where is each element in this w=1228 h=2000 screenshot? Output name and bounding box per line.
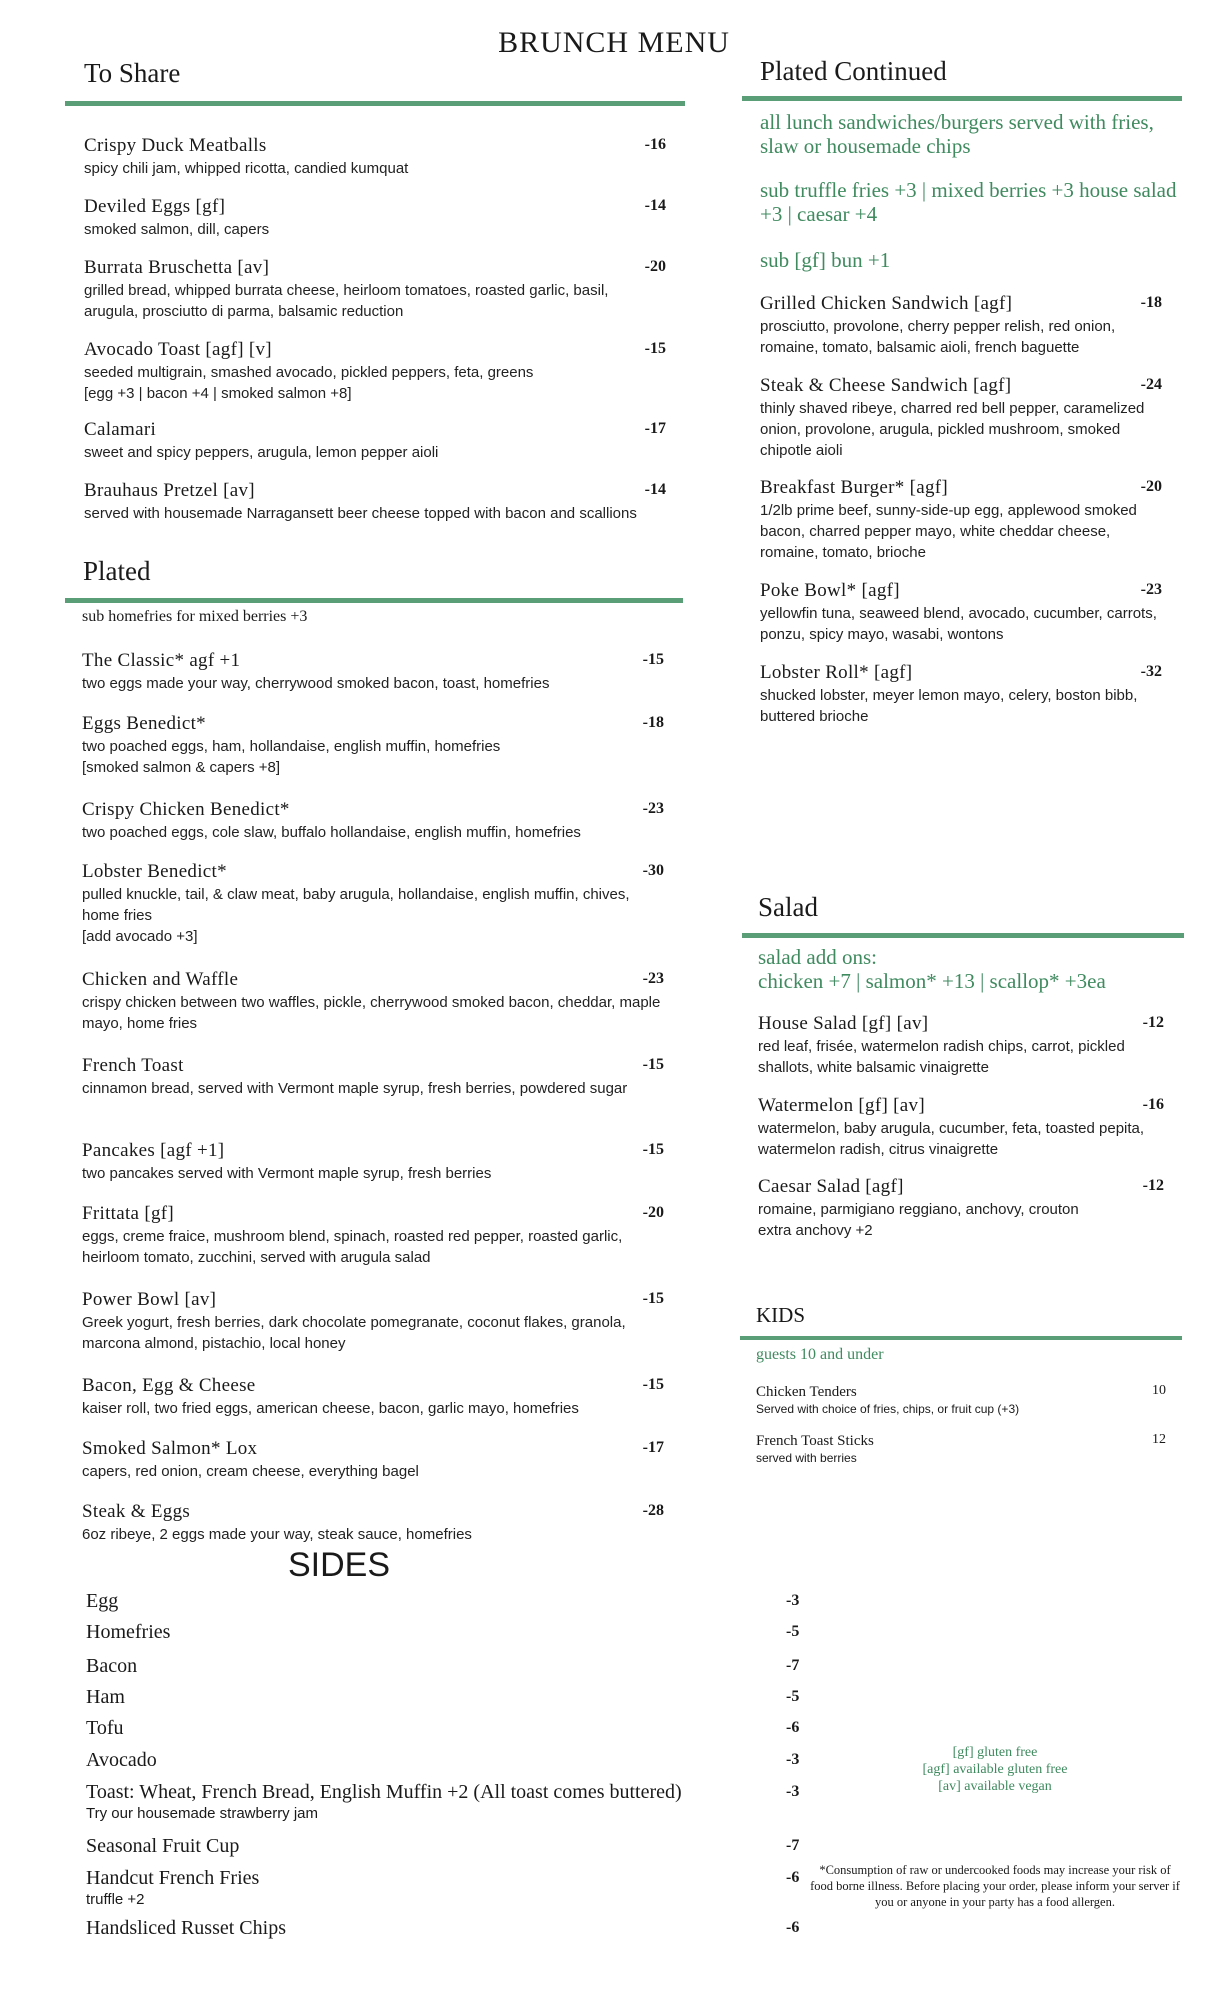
item-price: -17 <box>642 1439 664 1456</box>
item-name: House Salad [gf] [av] <box>758 1013 929 1034</box>
item-description: shucked lobster, meyer lemon mayo, celery, boston bibb, buttered brioche <box>760 687 1138 725</box>
menu-item <box>82 712 664 778</box>
item-name: Steak & Cheese Sandwich [agf] <box>760 375 1012 396</box>
item-name: Watermelon [gf] [av] <box>758 1095 925 1116</box>
gf-bun-note: sub [gf] bun +1 <box>760 248 891 272</box>
item-price: -6 <box>786 1719 800 1736</box>
sandwich-substitutions-note: sub truffle fries +3 | mixed berries +3 house salad +3 | caesar +4 <box>760 178 1177 226</box>
item-price: -24 <box>1140 376 1162 393</box>
menu-item <box>760 374 1162 461</box>
item-addons: extra anchovy +2 <box>758 1222 873 1239</box>
menu-item <box>82 860 664 947</box>
item-description: pulled knuckle, tail, & claw meat, baby arugula, hollandaise, english muffin, chives, home fries <box>82 886 630 924</box>
item-addons: [smoked salmon & capers +8] <box>82 759 281 776</box>
menu-item <box>82 1374 664 1419</box>
item-price: -15 <box>642 1141 664 1158</box>
item-price: -14 <box>644 481 666 498</box>
to-share-divider <box>65 101 685 106</box>
item-price: -7 <box>786 1657 800 1674</box>
item-description: red leaf, frisée, watermelon radish chips, carrot, pickled shallots, white balsamic vinaigrette <box>758 1038 1125 1076</box>
item-name: Tofu <box>86 1717 124 1739</box>
item-price: -18 <box>1140 294 1162 311</box>
item-name: Crispy Chicken Benedict* <box>82 799 290 820</box>
item-price: -3 <box>786 1592 800 1609</box>
legend-available-gluten-free: [agf] available gluten free <box>922 1762 1068 1777</box>
item-description: served with housemade Narragansett beer cheese topped with bacon and scallions <box>84 505 637 522</box>
menu-item <box>760 476 1162 563</box>
item-price: -7 <box>786 1837 800 1854</box>
menu-item <box>82 1054 664 1099</box>
item-name: Homefries <box>86 1621 171 1643</box>
item-description: served with berries <box>756 1451 857 1465</box>
item-name: Smoked Salmon* Lox <box>82 1438 258 1459</box>
item-description: kaiser roll, two fried eggs, american cheese, bacon, garlic mayo, homefries <box>82 1400 579 1417</box>
menu-item <box>758 1012 1164 1078</box>
side-item <box>86 1620 800 1644</box>
item-price: 10 <box>1152 1383 1166 1398</box>
item-name: Calamari <box>84 419 157 440</box>
item-price: -17 <box>644 420 666 437</box>
item-description: romaine, parmigiano reggiano, anchovy, crouton <box>758 1201 1079 1218</box>
item-name: Lobster Benedict* <box>82 861 227 882</box>
item-name: Deviled Eggs [gf] <box>84 196 226 217</box>
item-price: -15 <box>642 1376 664 1393</box>
item-price: -3 <box>786 1751 800 1768</box>
side-item <box>86 1834 800 1858</box>
item-description: 1/2lb prime beef, sunny-side-up egg, applewood smoked bacon, charred pepper mayo, white cheddar cheese, romaine, tomato, brioche <box>760 502 1137 561</box>
item-description: prosciutto, provolone, cherry pepper relish, red onion, romaine, tomato, balsamic aioli, french baguette <box>760 318 1116 356</box>
item-price: -23 <box>1140 581 1162 598</box>
item-description: cinnamon bread, served with Vermont maple syrup, fresh berries, powdered sugar <box>82 1080 628 1097</box>
item-name: French Toast <box>82 1055 184 1076</box>
item-description: sweet and spicy peppers, arugula, lemon pepper aioli <box>84 444 439 461</box>
menu-item <box>84 338 666 404</box>
item-price: -14 <box>644 197 666 214</box>
side-item <box>86 1748 800 1772</box>
menu-item <box>760 292 1162 358</box>
menu-item <box>84 195 666 240</box>
item-name: Avocado Toast [agf] [v] <box>84 339 272 360</box>
item-price: 12 <box>1152 1432 1166 1447</box>
item-description: Try our housemade strawberry jam <box>86 1805 319 1822</box>
item-name: Grilled Chicken Sandwich [agf] <box>760 293 1013 314</box>
item-name: Chicken and Waffle <box>82 969 239 990</box>
kids-item <box>756 1432 1166 1467</box>
item-description: watermelon, baby arugula, cucumber, feta, toasted pepita, watermelon radish, citrus vinaigrette <box>758 1120 1145 1158</box>
item-description: Greek yogurt, fresh berries, dark chocolate pomegranate, coconut flakes, granola, marcona almond, pistachio, local honey <box>82 1314 626 1352</box>
item-price: -3 <box>786 1783 800 1800</box>
item-description: two eggs made your way, cherrywood smoked bacon, toast, homefries <box>82 675 550 692</box>
item-name: Handsliced Russet Chips <box>86 1917 286 1939</box>
menu-item <box>84 256 666 322</box>
sandwich-sides-note: all lunch sandwiches/burgers served with fries, slaw or housemade chips <box>760 110 1154 158</box>
salad-heading: Salad <box>758 892 818 922</box>
item-name: Caesar Salad [agf] <box>758 1176 904 1197</box>
side-item <box>86 1589 800 1613</box>
item-price: -18 <box>642 714 664 731</box>
plated-continued-divider <box>742 96 1182 101</box>
item-name: Eggs Benedict* <box>82 713 206 734</box>
item-name: Egg <box>86 1590 119 1612</box>
plated-divider <box>65 598 683 603</box>
item-price: -6 <box>786 1869 800 1886</box>
item-name: Burrata Bruschetta [av] <box>84 257 270 278</box>
item-price: -15 <box>644 340 666 357</box>
item-addons: [add avocado +3] <box>82 928 198 945</box>
item-description: smoked salmon, dill, capers <box>84 221 270 238</box>
menu-item <box>758 1094 1164 1160</box>
item-description: two poached eggs, cole slaw, buffalo hollandaise, english muffin, homefries <box>82 824 581 841</box>
item-description: Served with choice of fries, chips, or fruit cup (+3) <box>756 1402 1020 1416</box>
item-description: truffle +2 <box>86 1891 145 1908</box>
item-name: Bacon, Egg & Cheese <box>82 1375 256 1396</box>
kids-divider <box>740 1336 1182 1340</box>
menu-title: BRUNCH MENU <box>498 26 730 59</box>
item-name: Poke Bowl* [agf] <box>760 580 900 601</box>
item-description: 6oz ribeye, 2 eggs made your way, steak sauce, homefries <box>82 1526 472 1543</box>
item-name: Steak & Eggs <box>82 1501 191 1522</box>
item-price: -20 <box>642 1204 664 1221</box>
menu-item <box>82 798 664 843</box>
plated-note: sub homefries for mixed berries +3 <box>82 608 308 625</box>
item-description: eggs, creme fraice, mushroom blend, spinach, roasted red pepper, roasted garlic, heirloom tomato, zucchini, served with arugula salad <box>82 1228 623 1266</box>
to-share-heading: To Share <box>84 58 181 88</box>
item-price: -5 <box>786 1623 800 1640</box>
dietary-legend <box>880 1744 1110 1795</box>
kids-item <box>756 1383 1166 1418</box>
item-name: Crispy Duck Meatballs <box>84 135 267 156</box>
item-description: yellowfin tuna, seaweed blend, avocado, cucumber, carrots, ponzu, spicy mayo, wasabi, wontons <box>760 605 1157 643</box>
item-name: Ham <box>86 1686 125 1708</box>
item-name: Bacon <box>86 1655 138 1677</box>
menu-item <box>84 479 666 524</box>
menu-item <box>758 1175 1164 1241</box>
salad-addons-label: salad add ons: <box>758 945 877 969</box>
item-price: -15 <box>642 1056 664 1073</box>
item-name: Handcut French Fries <box>86 1867 260 1889</box>
item-name: Breakfast Burger* [agf] <box>760 477 949 498</box>
sides-heading: SIDES <box>288 1546 391 1584</box>
item-price: -15 <box>642 1290 664 1307</box>
item-addons: [egg +3 | bacon +4 | smoked salmon +8] <box>84 385 352 402</box>
item-description: crispy chicken between two waffles, pickle, cherrywood smoked bacon, cheddar, maple mayo, home fries <box>82 994 661 1032</box>
item-price: -30 <box>642 862 664 879</box>
legend-gluten-free: [gf] gluten free <box>952 1745 1038 1760</box>
plated-continued-heading: Plated Continued <box>760 56 947 86</box>
side-item <box>86 1780 800 1823</box>
item-price: -12 <box>1142 1014 1164 1031</box>
item-price: -23 <box>642 970 664 987</box>
item-description: thinly shaved ribeye, charred red bell pepper, caramelized onion, provolone, arugula, pickled mushroom, smoked chipotle aioli <box>760 400 1145 459</box>
menu-item <box>84 418 666 463</box>
item-price: -16 <box>644 136 666 153</box>
menu-item <box>82 1288 664 1354</box>
menu-item <box>82 1437 664 1482</box>
item-price: -28 <box>642 1502 664 1519</box>
menu-item <box>82 1139 664 1184</box>
item-name: Lobster Roll* [agf] <box>760 662 913 683</box>
item-name: Frittata [gf] <box>82 1203 175 1224</box>
item-price: -5 <box>786 1688 800 1705</box>
side-item <box>86 1685 800 1709</box>
item-price: -20 <box>1140 478 1162 495</box>
menu-item <box>82 649 664 694</box>
kids-heading: KIDS <box>756 1303 806 1327</box>
side-item <box>86 1916 800 1940</box>
kids-age-note: guests 10 and under <box>756 1346 884 1363</box>
item-price: -6 <box>786 1919 800 1936</box>
item-description: two pancakes served with Vermont maple syrup, fresh berries <box>82 1165 492 1182</box>
menu-item <box>84 134 666 179</box>
item-description: spicy chili jam, whipped ricotta, candied kumquat <box>84 160 409 177</box>
menu-item <box>82 968 664 1034</box>
item-name: Chicken Tenders <box>756 1384 857 1400</box>
menu-item <box>760 579 1162 645</box>
item-price: -12 <box>1142 1177 1164 1194</box>
item-price: -20 <box>644 258 666 275</box>
item-name: Toast: Wheat, French Bread, English Muffin +2 (All toast comes buttered) <box>86 1781 682 1803</box>
menu-item <box>82 1202 664 1268</box>
side-item <box>86 1654 800 1678</box>
item-name: Avocado <box>86 1749 157 1771</box>
food-safety-disclaimer: *Consumption of raw or undercooked foods may increase your risk of food borne illness. Before placing your order, please inform your server if you or anyone in your party has a food allergen. <box>810 1863 1180 1909</box>
item-name: Brauhaus Pretzel [av] <box>84 480 255 501</box>
item-price: -15 <box>642 651 664 668</box>
side-item <box>86 1716 800 1740</box>
item-price: -32 <box>1140 663 1162 680</box>
item-name: Seasonal Fruit Cup <box>86 1835 240 1857</box>
item-name: French Toast Sticks <box>756 1433 874 1449</box>
salad-addons-options: chicken +7 | salmon* +13 | scallop* +3ea <box>758 969 1106 993</box>
item-name: The Classic* agf +1 <box>82 650 241 671</box>
item-name: Power Bowl [av] <box>82 1289 217 1310</box>
item-description: two poached eggs, ham, hollandaise, english muffin, homefries <box>82 738 501 755</box>
salad-divider <box>742 933 1184 938</box>
legend-available-vegan: [av] available vegan <box>938 1779 1052 1794</box>
side-item <box>86 1866 800 1909</box>
item-name: Pancakes [agf +1] <box>82 1140 225 1161</box>
item-description: grilled bread, whipped burrata cheese, heirloom tomatoes, roasted garlic, basil, arugula, prosciutto di parma, balsamic reduction <box>84 282 609 320</box>
item-description: seeded multigrain, smashed avocado, pickled peppers, feta, greens <box>84 364 534 381</box>
menu-item <box>82 1500 664 1545</box>
menu-item <box>760 661 1162 727</box>
plated-heading: Plated <box>83 556 151 586</box>
item-price: -23 <box>642 800 664 817</box>
item-description: capers, red onion, cream cheese, everything bagel <box>82 1463 419 1480</box>
item-price: -16 <box>1142 1096 1164 1113</box>
